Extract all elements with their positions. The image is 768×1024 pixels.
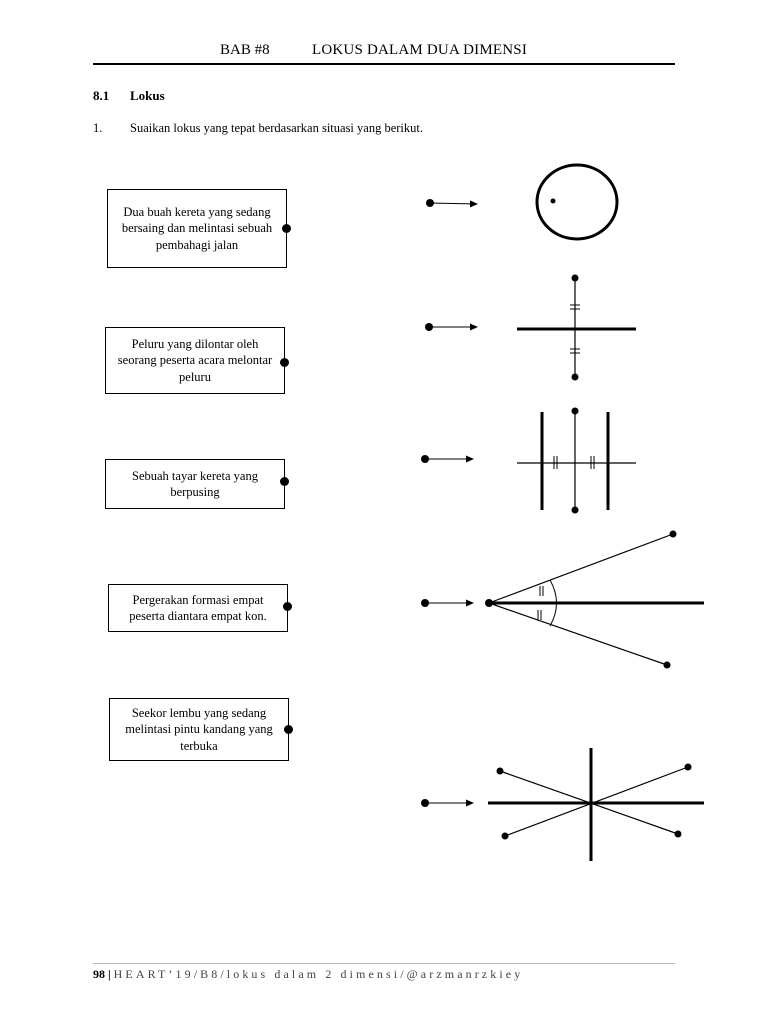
page-footer [93,963,675,982]
perpendicular-bisector-locus-icon[interactable] [517,275,636,381]
parallel-lines-locus-icon[interactable] [517,408,636,514]
locus-arrow-4[interactable] [421,599,473,607]
question-number: 1. [93,121,103,135]
chapter-title: LOKUS DALAM DUA DIMENSI [312,42,528,58]
footer-info: HEART’19/B8/lokus dalam 2 dimensi/@arzmanrzkiey [113,967,524,981]
situation-text: Seekor lembu yang sedang melintasi pintu kandang yang terbuka [125,705,273,753]
page-number: 98 [93,967,105,981]
section-number: 8.1 [93,88,110,103]
circle-locus-icon[interactable] [537,165,617,239]
footer-separator: | [108,967,111,981]
chapter-label: BAB #8 [220,42,270,58]
locus-arrow-5[interactable] [421,799,473,807]
situation-text: Pergerakan formasi empat peserta diantara empat kon. [129,592,267,623]
section-title: Lokus [130,88,165,103]
situation-text: Sebuah tayar kereta yang berpusing [132,468,258,499]
locus-arrow-2[interactable] [425,323,477,331]
situation-text: Peluru yang dilontar oleh seorang peserta acara melontar peluru [117,336,273,384]
locus-arrow-1[interactable] [426,199,477,207]
intersecting-lines-locus-icon[interactable] [488,748,704,861]
angle-bisector-locus-icon[interactable] [485,531,704,669]
situation-text: Dua buah kereta yang sedang bersaing dan melintasi sebuah pembahagi jalan [121,204,273,252]
locus-arrow-3[interactable] [421,455,473,463]
question-text: Suaikan lokus yang tepat berdasarkan situasi yang berikut. [130,121,423,135]
